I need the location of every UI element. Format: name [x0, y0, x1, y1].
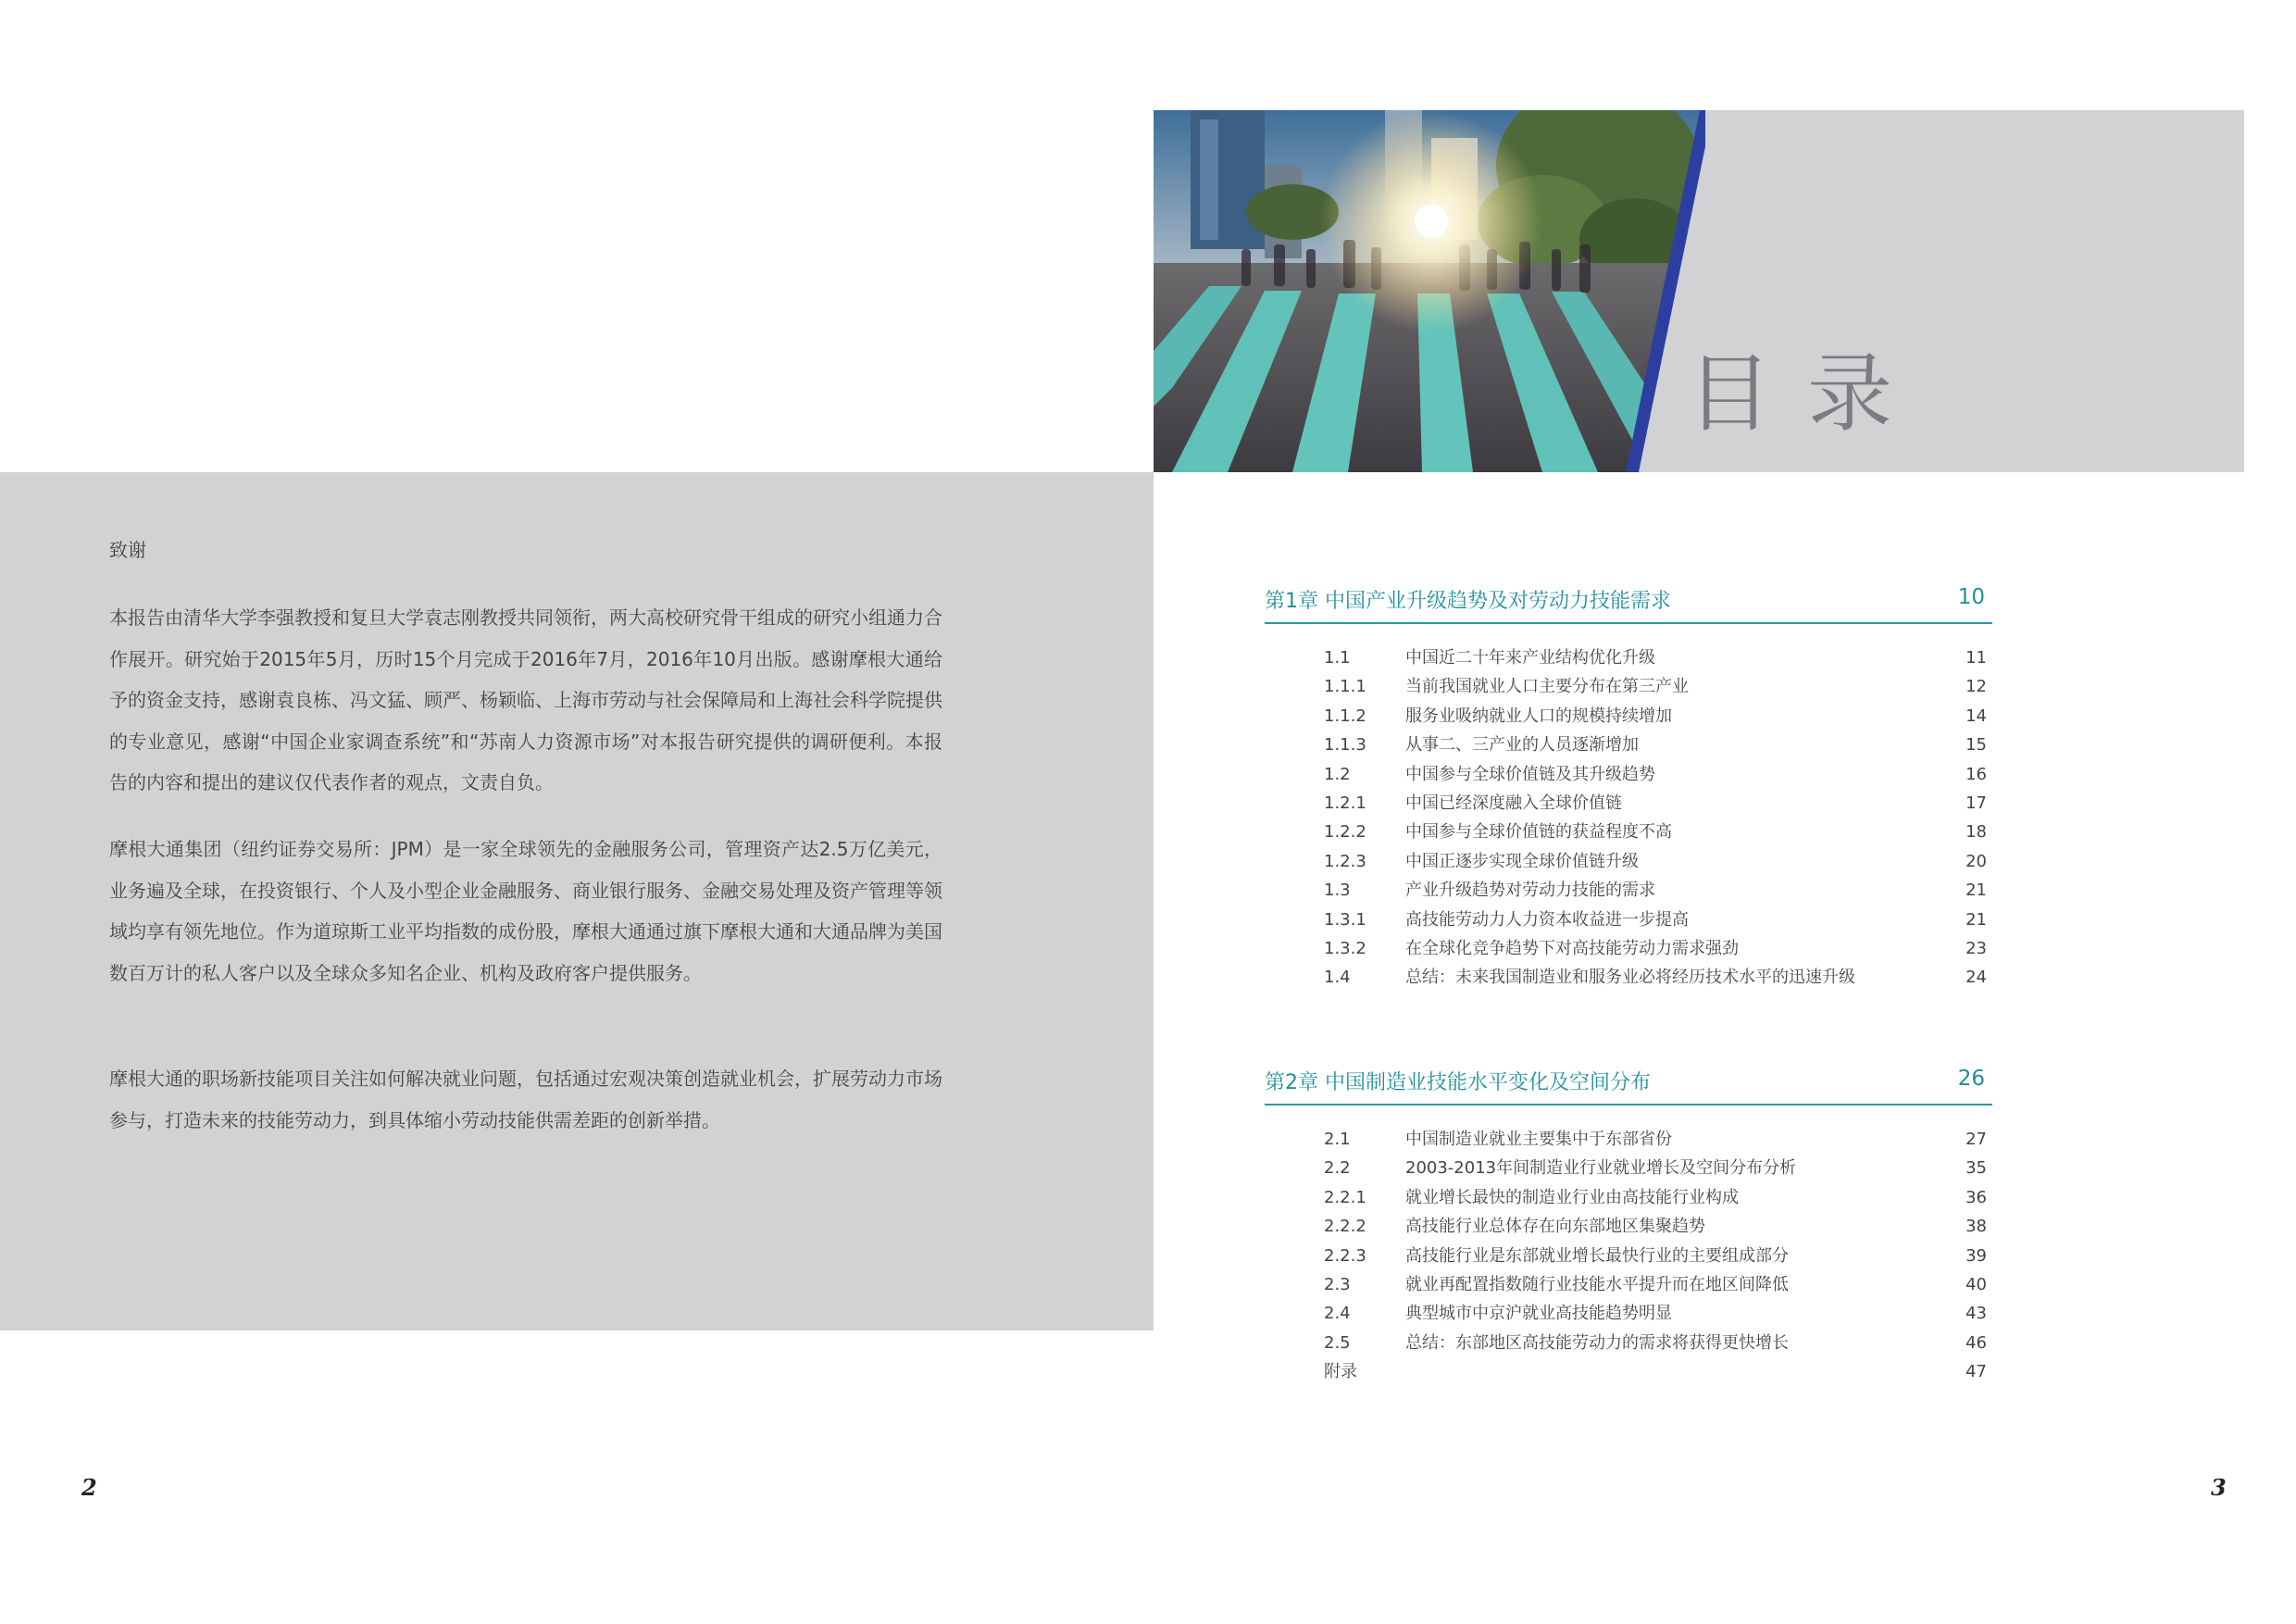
toc-item-text: 中国参与全球价值链的获益程度不高: [1405, 822, 1672, 843]
toc-item-number: 2.1: [1324, 1130, 1351, 1149]
toc-item-text: 中国已经深度融入全球价值链: [1405, 793, 1622, 813]
toc-item-number: 1.2.3: [1324, 851, 1366, 871]
acknowledgement-paragraph-1: 本报告由清华大学李强教授和复旦大学袁志刚教授共同领衔，两大高校研究骨干组成的研究小组通力合作展开。研究始于2015年5月，历时15个月完成于2016年7月，2016年10月出版。感谢摩根大通给予的资金支持，感谢袁良栋、冯文猛、顾严、杨颖临、上海市劳动与社会保障局和上海社会科学院提供的专业意见，感谢“中国企业家调查系统”和“苏南人力资源市场”对本报告研究提供的调研便利。本报告的内容和提出的建议仅代表作者的观点，文责自负。: [109, 606, 942, 793]
toc-item-number: 1.1.1: [1324, 677, 1366, 697]
toc-item[interactable]: [1324, 672, 1987, 701]
toc-item[interactable]: [1324, 1270, 1987, 1299]
toc-item-page: 38: [1965, 1217, 1987, 1237]
toc-item-page: 17: [1965, 793, 1987, 813]
acknowledgement-title: 致谢: [109, 539, 146, 561]
toc-item-number: 2.2.2: [1324, 1217, 1366, 1237]
toc-item-page: 16: [1965, 764, 1987, 784]
toc-item-text: 典型城市中京沪就业高技能趋势明显: [1405, 1304, 1672, 1324]
toc-item-page: 43: [1965, 1304, 1987, 1324]
toc-item-text: 2003-2013年间制造业行业就业增长及空间分布分析: [1405, 1158, 1797, 1179]
toc-chapter-2[interactable]: [1265, 1063, 1992, 1106]
toc-item-page: 11: [1965, 648, 1987, 668]
toc-item-number: 1.1.3: [1324, 735, 1366, 756]
toc-item-number: 附录: [1324, 1362, 1357, 1382]
toc-item-number: 2.4: [1324, 1304, 1351, 1324]
toc-item-page: 14: [1965, 706, 1987, 726]
toc-item-text: 产业升级趋势对劳动力技能的需求: [1405, 881, 1655, 901]
toc-item-number: 1.2.1: [1324, 793, 1366, 813]
toc-item-number: 1.3.2: [1324, 938, 1366, 958]
toc-item-page: 46: [1965, 1332, 1987, 1353]
toc-item-page: 24: [1965, 968, 1987, 988]
toc-chapter-1[interactable]: [1265, 581, 1992, 624]
toc-item[interactable]: [1324, 731, 1987, 759]
toc-item[interactable]: [1324, 1242, 1987, 1270]
toc-item-page: 15: [1965, 735, 1987, 756]
toc-item[interactable]: [1324, 934, 1987, 963]
toc-item-text: 就业增长最快的制造业行业由高技能行业构成: [1405, 1187, 1739, 1207]
toc-title: 目录: [1687, 344, 1928, 443]
toc-item-number: 1.2: [1324, 764, 1351, 784]
toc-item-number: 2.5: [1324, 1332, 1351, 1353]
toc-item-text: 中国制造业就业主要集中于东部省份: [1405, 1130, 1672, 1149]
toc-item-number: 2.2.3: [1324, 1245, 1366, 1266]
toc-item-page: 27: [1965, 1130, 1987, 1149]
toc-item[interactable]: [1324, 963, 1987, 992]
chapter-title: 第2章 中国制造业技能水平变化及空间分布: [1265, 1071, 1651, 1094]
acknowledgement-paragraph-2: 摩根大通集团（纽约证券交易所：JPM）是一家全球领先的金融服务公司，管理资产达2.5万亿美元，业务遍及全球，在投资银行、个人及小型企业金融服务、商业银行服务、金融交易处理及资产管理等领域均享有领先地位。作为道琼斯工业平均指数的成份股，摩根大通通过旗下摩根大通和大通品牌为美国数百万计的私人客户以及全球众多知名企业、机构及政府客户提供服务。: [109, 838, 942, 984]
toc-item-number: 1.3.1: [1324, 909, 1366, 930]
toc-item[interactable]: [1324, 906, 1987, 934]
toc-item[interactable]: [1324, 1154, 1987, 1182]
toc-list-chapter-2: [1324, 1125, 1987, 1387]
chapter-page-number: 26: [1957, 1067, 1985, 1091]
toc-item-text: 在全球化竞争趋势下对高技能劳动力需求强劲: [1405, 938, 1739, 958]
page-number-right: 3: [2211, 1474, 2227, 1501]
toc-item-page: 35: [1965, 1158, 1987, 1179]
toc-item[interactable]: [1324, 818, 1987, 846]
toc-item-page: 36: [1965, 1187, 1987, 1207]
toc-item-text: 从事二、三产业的人员逐渐增加: [1405, 735, 1639, 756]
header-photo: [1154, 110, 1705, 472]
toc-item-number: 1.3: [1324, 881, 1351, 901]
toc-item-text: 中国参与全球价值链及其升级趋势: [1405, 764, 1655, 784]
toc-item-page: 23: [1965, 938, 1987, 958]
toc-item-text: 服务业吸纳就业人口的规模持续增加: [1405, 706, 1672, 726]
toc-item-number: 1.1: [1324, 648, 1351, 668]
toc-item-page: 39: [1965, 1245, 1987, 1266]
chapter-title: 第1章 中国产业升级趋势及对劳动力技能需求: [1265, 590, 1671, 613]
toc-item[interactable]: [1324, 1183, 1987, 1212]
toc-item-page: 12: [1965, 677, 1987, 697]
toc-item[interactable]: [1324, 760, 1987, 789]
toc-item-text: 高技能劳动力人力资本收益进一步提高: [1405, 909, 1689, 930]
toc-item-number: 1.2.2: [1324, 822, 1366, 843]
toc-item[interactable]: [1324, 847, 1987, 876]
page-number-left: 2: [81, 1474, 97, 1501]
toc-item-text: 中国正逐步实现全球价值链升级: [1405, 851, 1639, 871]
crosswalk-photo-illustration: [1154, 110, 1705, 472]
toc-item-text: 高技能行业是东部就业增长最快行业的主要组成部分: [1405, 1245, 1789, 1266]
toc-item-text: 就业再配置指数随行业技能水平提升而在地区间降低: [1405, 1274, 1789, 1294]
chapter-page-number: 10: [1957, 585, 1985, 609]
toc-item[interactable]: [1324, 1212, 1987, 1241]
toc-item-number: 2.2.1: [1324, 1187, 1366, 1207]
toc-item-number: 1.4: [1324, 968, 1351, 988]
toc-item[interactable]: [1324, 1357, 1987, 1386]
toc-item[interactable]: [1324, 1125, 1987, 1154]
toc-item[interactable]: [1324, 876, 1987, 905]
toc-item-number: 1.1.2: [1324, 706, 1366, 726]
toc-item-text: 总结：未来我国制造业和服务业必将经历技术水平的迅速升级: [1405, 968, 1855, 988]
toc-item-text: 当前我国就业人口主要分布在第三产业: [1405, 677, 1689, 697]
toc-item-page: 20: [1965, 851, 1987, 871]
acknowledgement-paragraph-3: 摩根大通的职场新技能项目关注如何解决就业问题，包括通过宏观决策创造就业机会，扩展劳动力市场参与，打造未来的技能劳动力，到具体缩小劳动技能供需差距的创新举措。: [109, 1068, 942, 1131]
toc-list-chapter-1: [1324, 643, 1987, 993]
toc-item-page: 47: [1965, 1362, 1987, 1382]
toc-item-page: 21: [1965, 881, 1987, 901]
toc-item-page: 21: [1965, 909, 1987, 930]
toc-item[interactable]: [1324, 643, 1987, 672]
toc-item[interactable]: [1324, 1329, 1987, 1357]
toc-item-text: 总结：东部地区高技能劳动力的需求将获得更快增长: [1405, 1332, 1789, 1353]
toc-item[interactable]: [1324, 702, 1987, 731]
toc-item-page: 40: [1965, 1274, 1987, 1294]
toc-item-text: 高技能行业总体存在向东部地区集聚趋势: [1405, 1217, 1705, 1237]
toc-item-number: 2.2: [1324, 1158, 1351, 1179]
toc-item-page: 18: [1965, 822, 1987, 843]
toc-item[interactable]: [1324, 789, 1987, 818]
toc-item-number: 2.3: [1324, 1274, 1351, 1294]
toc-item[interactable]: [1324, 1299, 1987, 1328]
toc-item-text: 中国近二十年来产业结构优化升级: [1405, 648, 1655, 668]
